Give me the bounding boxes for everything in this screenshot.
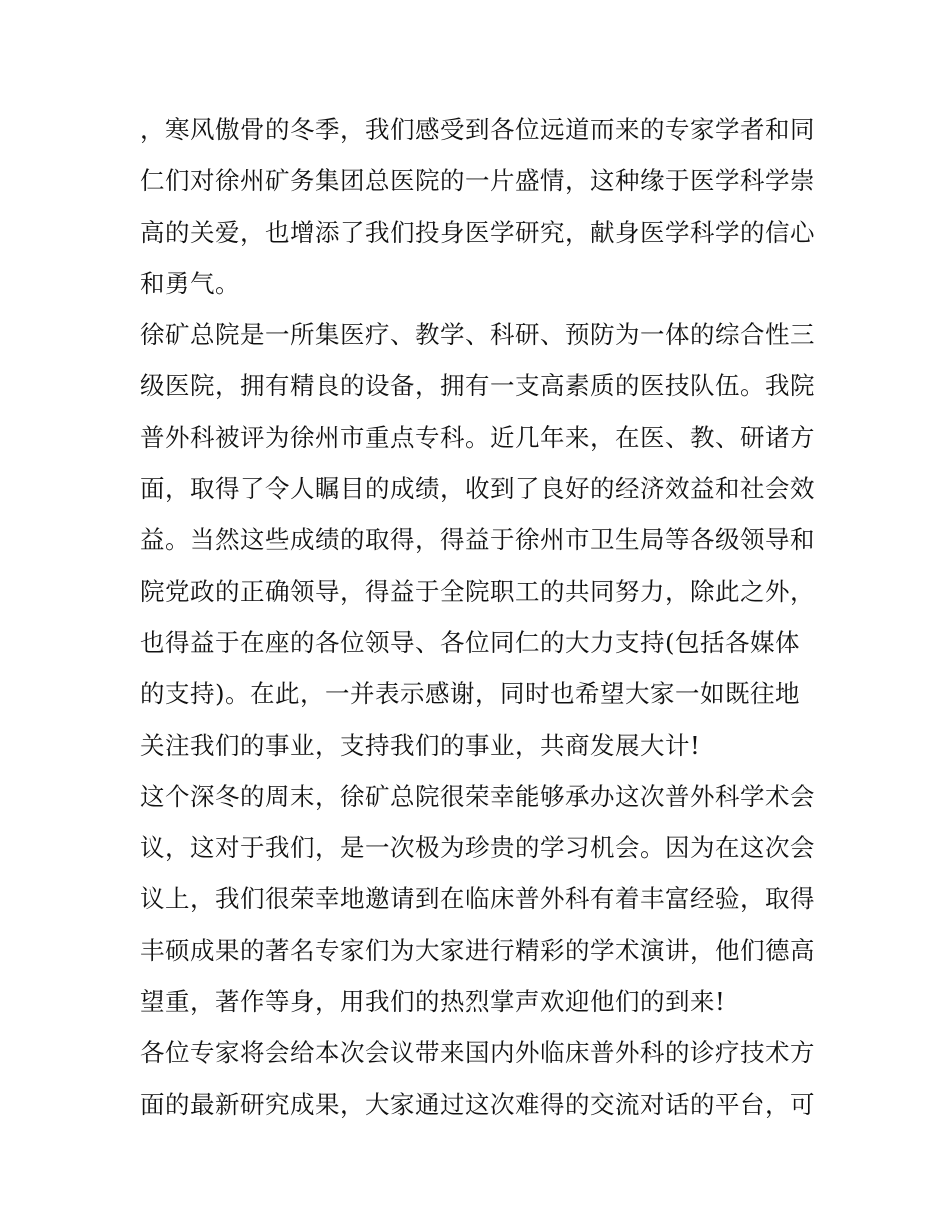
text-line: 议上，我们很荣幸地邀请到在临床普外科有着丰富经验，取得: [140, 884, 815, 914]
text-line: 徐矿总院是一所集医疗、教学、科研、预防为一体的综合性三: [140, 320, 815, 350]
text-line: 级医院，拥有精良的设备，拥有一支高素质的医技队伍。我院: [140, 371, 815, 401]
document-body-text: [140, 104, 820, 1130]
text-line: 这个深冬的周末，徐矿总院很荣幸能够承办这次普外科学术会: [140, 781, 815, 811]
text-line: 仁们对徐州矿务集团总医院的一片盛情，这种缘于医学科学崇: [140, 166, 815, 196]
text-line: 各位专家将会给本次会议带来国内外临床普外科的诊疗技术方: [140, 1038, 815, 1068]
text-line: 的支持)。在此，一并表示感谢，同时也希望大家一如既往地: [140, 679, 801, 709]
text-line: 丰硕成果的著名专家们为大家进行精彩的学术演讲，他们德高: [140, 935, 815, 965]
text-line: 议，这对于我们，是一次极为珍贵的学习机会。因为在这次会: [140, 833, 815, 863]
text-line: 高的关爱，也增添了我们投身医学研究，献身医学科学的信心: [140, 217, 815, 247]
text-line: 也得益于在座的各位领导、各位同仁的大力支持(包括各媒体: [140, 627, 801, 657]
text-line: 普外科被评为徐州市重点专科。近几年来，在医、教、研诸方: [140, 422, 815, 452]
text-line: 望重，著作等身，用我们的热烈掌声欢迎他们的到来!: [140, 987, 726, 1017]
text-line: 和勇气。: [140, 268, 240, 298]
text-line: 院党政的正确领导，得益于全院职工的共同努力，除此之外，: [140, 576, 815, 606]
text-line: 关注我们的事业，支持我们的事业，共商发展大计!: [140, 730, 701, 760]
text-line: 面的最新研究成果，大家通过这次难得的交流对话的平台，可: [140, 1089, 815, 1119]
text-line: ，寒风傲骨的冬季，我们感受到各位远道而来的专家学者和同: [140, 115, 815, 144]
text-line: 益。当然这些成绩的取得，得益于徐州市卫生局等各级领导和: [140, 525, 815, 555]
text-line: 面，取得了令人瞩目的成绩，收到了良好的经济效益和社会效: [140, 474, 815, 504]
